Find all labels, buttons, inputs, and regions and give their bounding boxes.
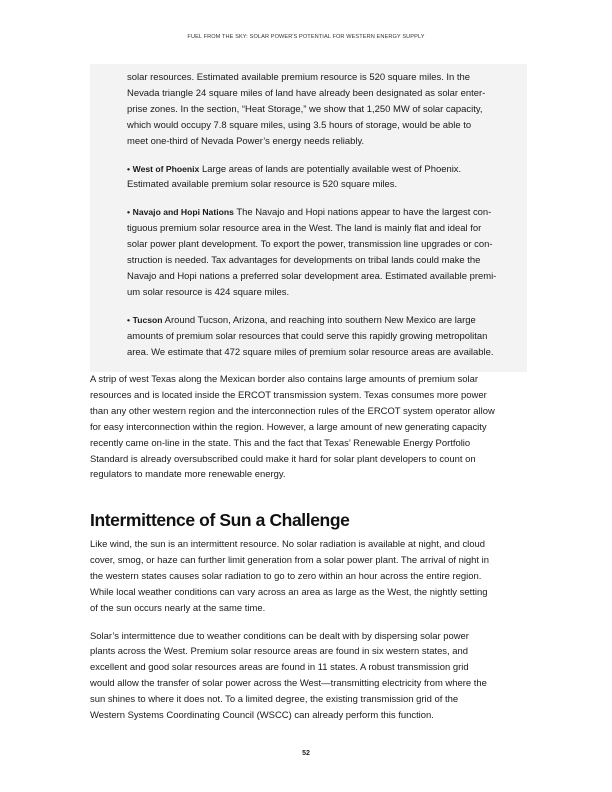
text-line: would allow the transfer of solar power across the West—transmitting electricity from where the [90, 678, 487, 690]
intermittence-section [90, 537, 522, 724]
text-line: plants across the West. Premium solar resource areas are found in six western states, and [90, 646, 469, 658]
text-line: Estimated available premium solar resource is 520 square miles. [127, 179, 398, 191]
bullet-lead: West of Phoenix [132, 163, 200, 174]
text-line: Around Tucson, Arizona, and reaching into southern New Mexico are large [162, 314, 476, 326]
text-line: Standard is already oversubscribed could make it hard for solar plant developers to count on [90, 453, 476, 465]
body-paragraph [90, 629, 522, 724]
text-line: solar resources. Estimated available premium resource is 520 square miles. In the [127, 72, 471, 83]
text-line: recently came on-line in the state. This and the fact that Texas’ Renewable Energy Portfolio [90, 437, 471, 449]
page-number: 52 [302, 750, 310, 757]
bullet-dot-icon: • [127, 163, 131, 174]
text-line: solar power plant development. To export the power, transmission line upgrades or con- [127, 239, 493, 251]
bullet-dot-icon: • [127, 207, 131, 218]
text-line: prise zones. In the section, “Heat Storage,” we show that 1,250 MW of solar capacity, [127, 103, 483, 115]
bullet-tucson [127, 313, 519, 361]
text-line: Like wind, the sun is an intermittent resource. No solar radiation is available at night, and cloud [90, 539, 486, 550]
text-line: resources and is located inside the ERCOT transmission system. Texas consumes more power [90, 389, 487, 401]
running-header: FUEL FROM THE SKY: SOLAR POWER'S POTENTIAL FOR WESTERN ENERGY SUPPLY [187, 34, 425, 40]
texas-paragraph-block [90, 372, 522, 483]
text-line: While local weather conditions can vary across an area as large as the West, the nightly setting [90, 586, 488, 598]
text-line: Western Systems Coordinating Council (WSCC) can already perform this function. [90, 710, 434, 722]
body-paragraph [90, 372, 522, 483]
text-line: sun shines to where it does not. To a limited degree, the existing transmission grid of the [90, 694, 459, 706]
text-line: Nevada triangle 24 square miles of land have already been designated as solar enter- [127, 87, 486, 99]
text-line: Large areas of lands are potentially available west of Phoenix. [199, 163, 462, 175]
text-line: which would occupy 7.8 square miles, using 3.5 hours of storage, would be able to [127, 119, 472, 131]
text-line: tiguous premium solar resource area in the West. The land is mainly flat and ideal for [127, 223, 482, 235]
text-line: A strip of west Texas along the Mexican border also contains large amounts of premium solar [90, 374, 479, 385]
bullet-lead: Tucson [132, 314, 163, 325]
text-line: than any other western region and the interconnection rules of the ERCOT system operator allow [90, 405, 495, 417]
text-line: regulators to mandate more renewable energy. [90, 469, 286, 481]
text-line: struction is needed. Tax advantages for developments on tribal lands could make the [127, 255, 481, 267]
bullet-navajo-hopi [127, 205, 519, 300]
text-line: The Navajo and Hopi nations appear to have the largest con- [233, 207, 492, 219]
text-line: area. We estimate that 472 square miles of premium solar resource areas are available. [127, 346, 494, 358]
panel-intro-paragraph [127, 70, 519, 150]
panel-content [127, 70, 519, 361]
section-heading: Intermittence of Sun a Challenge [90, 510, 350, 530]
text-line: excellent and good solar resources areas are found in 11 states. A robust transmission grid [90, 662, 469, 674]
text-line: cover, smog, or haze can further limit generation from a solar power plant. The arrival of night in [90, 554, 490, 566]
highlight-panel [90, 64, 527, 372]
text-line: Navajo and Hopi nations a preferred solar development area. Estimated available premi- [127, 270, 497, 282]
text-line: Solar’s intermittence due to weather conditions can be dealt with by dispersing solar power [90, 630, 469, 642]
text-line: the western states causes solar radiation to go to zero within an hour across the entire region. [90, 570, 482, 582]
body-paragraph [90, 537, 522, 617]
text-line: of the sun occurs nearly at the same time. [90, 602, 266, 614]
text-line: for easy interconnection within the region. However, a large amount of new generating capacity [90, 421, 487, 433]
text-line: meet one-third of Nevada Power’s energy needs reliably. [127, 135, 365, 147]
bullet-west-of-phoenix [127, 162, 519, 194]
bullet-dot-icon: • [127, 314, 131, 325]
text-line: amounts of premium solar resources that could serve this rapidly growing metropolitan [127, 330, 488, 342]
bullet-lead: Navajo and Hopi Nations [132, 207, 234, 218]
text-line: um solar resource is 424 square miles. [127, 286, 290, 298]
